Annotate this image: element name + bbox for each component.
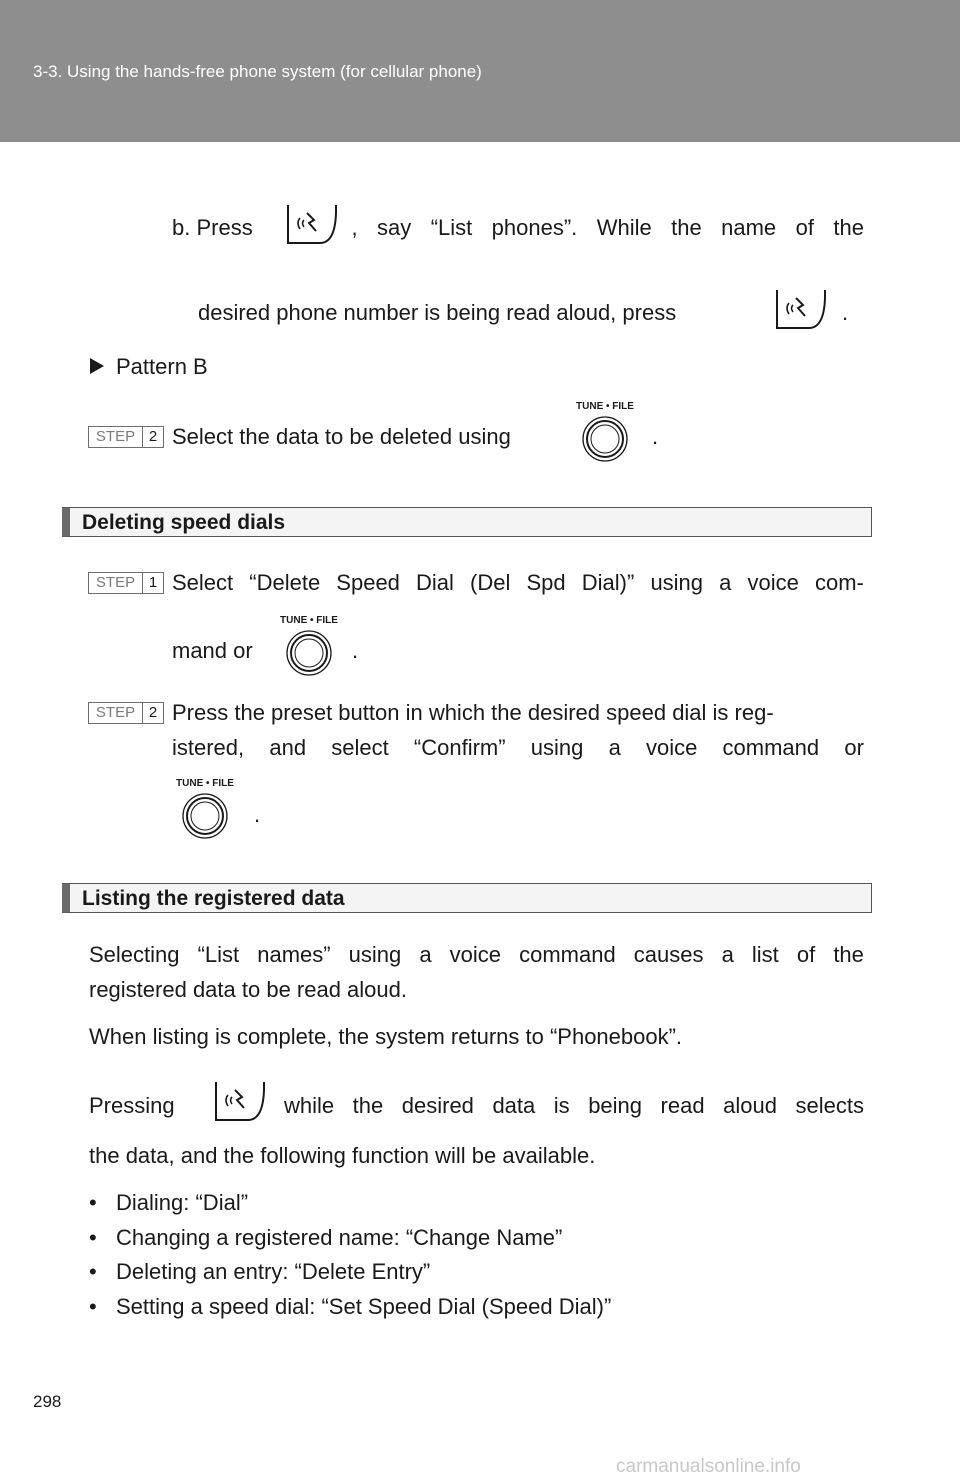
talk-switch-icon bbox=[208, 1080, 266, 1124]
svg-text:TUNE • FILE: TUNE • FILE bbox=[280, 615, 338, 626]
list-item: • bbox=[89, 1294, 97, 1319]
page-number: 298 bbox=[33, 1392, 62, 1411]
list-item: Deleting an entry: “Delete Entry” bbox=[116, 1259, 431, 1284]
section-heading-deleting-speed-dials: Deleting speed dials bbox=[62, 507, 872, 537]
watermark: carmanualsonline.info bbox=[616, 1456, 801, 1477]
speed-step2-line1: Press the preset button in which the desired speed dial is reg- bbox=[172, 700, 774, 725]
instruction-b-line1: b. Press , say “List phones”. While the name of the bbox=[172, 215, 864, 240]
speed-step1-line2: mand or bbox=[172, 638, 253, 663]
svg-text:TUNE • FILE: TUNE • FILE bbox=[176, 778, 234, 789]
list-item: • bbox=[89, 1259, 97, 1284]
listing-para3-line1: while the desired data is being read aloud selects bbox=[284, 1093, 864, 1118]
chapter-header bbox=[0, 0, 960, 142]
svg-text:TUNE • FILE: TUNE • FILE bbox=[576, 401, 634, 412]
tune-file-knob-icon bbox=[276, 612, 342, 678]
pattern-b-label: Pattern B bbox=[116, 354, 208, 379]
listing-para3-start: Pressing bbox=[89, 1093, 175, 1118]
list-item: Changing a registered name: “Change Name” bbox=[116, 1225, 563, 1250]
section-heading-listing-registered-data: Listing the registered data bbox=[62, 883, 872, 913]
instruction-b-line2: desired phone number is being read aloud, press bbox=[198, 300, 677, 325]
chapter-title: 3-3. Using the hands-free phone system (for cellular phone) bbox=[33, 62, 482, 81]
listing-para3-line2: the data, and the following function will be available. bbox=[89, 1143, 596, 1168]
tune-file-knob-icon bbox=[172, 775, 238, 841]
talk-switch-icon bbox=[769, 288, 827, 332]
list-item: • bbox=[89, 1190, 97, 1215]
speed-step1-line1: Select “Delete Speed Dial (Del Spd Dial)” using a voice com- bbox=[172, 570, 864, 595]
step2-text: Select the data to be deleted using bbox=[172, 424, 511, 449]
step-badge: STEP 2 bbox=[88, 426, 164, 448]
step-badge: STEP 2 bbox=[88, 702, 164, 724]
tune-file-knob-icon bbox=[572, 398, 638, 464]
listing-para1-line2: registered data to be read aloud. bbox=[89, 977, 408, 1002]
step-badge: STEP 1 bbox=[88, 572, 164, 594]
list-item: • bbox=[89, 1225, 97, 1250]
triangle-right-icon bbox=[90, 358, 104, 374]
listing-para2: When listing is complete, the system returns to “Phonebook”. bbox=[89, 1024, 683, 1049]
speed-step2-line2: istered, and select “Confirm” using a voice command or bbox=[172, 735, 864, 760]
list-item: Setting a speed dial: “Set Speed Dial (Speed Dial)” bbox=[116, 1294, 612, 1319]
listing-para1-line1: Selecting “List names” using a voice command causes a list of the bbox=[89, 942, 864, 967]
talk-switch-icon bbox=[280, 203, 338, 247]
list-item: Dialing: “Dial” bbox=[116, 1190, 249, 1215]
